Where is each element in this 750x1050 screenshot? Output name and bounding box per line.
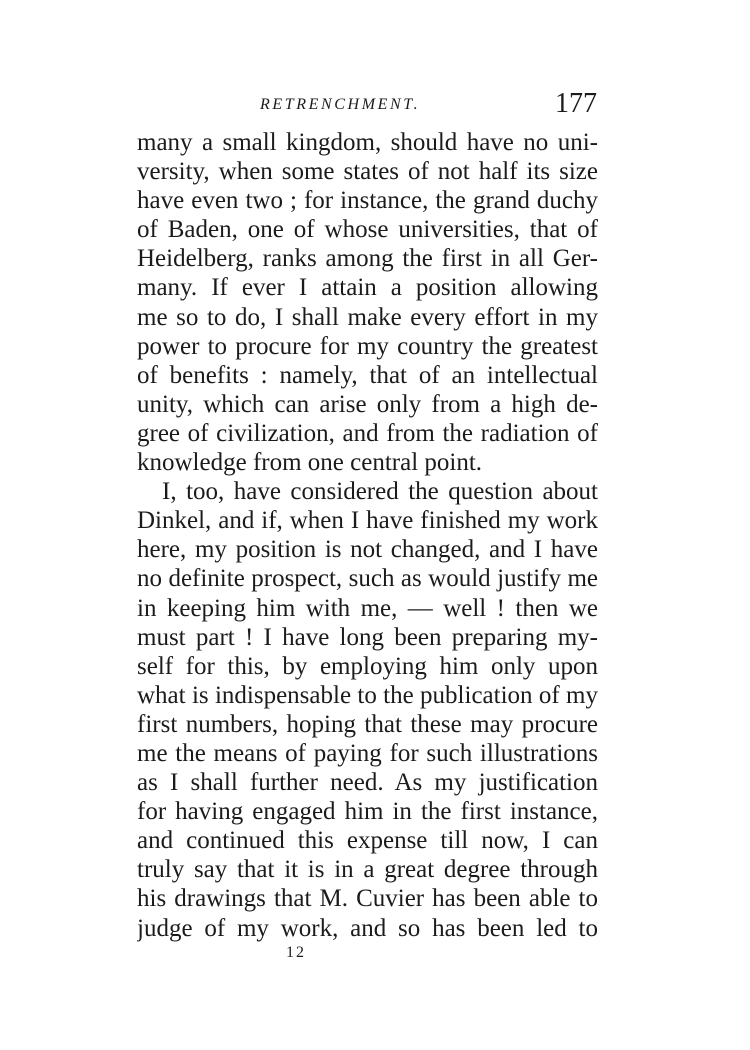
page-number: 177: [555, 88, 597, 119]
text-line: have even two ; for instance, the grand duchy: [137, 187, 598, 215]
text-line: his drawings that M. Cuvier has been able to: [137, 885, 598, 913]
signature-mark: 12: [286, 944, 306, 961]
text-line: first numbers, hoping that these may procure: [137, 710, 598, 738]
text-line: I, too, have considered the question about: [162, 478, 598, 506]
text-line: of benefits : namely, that of an intellectual: [137, 361, 598, 389]
text-line: self for this, by employing him only upon: [137, 652, 598, 680]
text-line: and continued this expense till now, I can: [137, 827, 598, 855]
text-line: gree of civilization, and from the radiation of: [137, 419, 598, 447]
text-line: as I shall further need. As my justification: [137, 769, 598, 797]
text-line: no definite prospect, such as would justify me: [137, 565, 598, 593]
text-line: many. If ever I attain a position allowing: [137, 274, 598, 302]
text-line: Dinkel, and if, when I have finished my work: [137, 507, 598, 535]
text-line: in keeping him with me, — well ! then we: [137, 594, 598, 622]
text-line: me the means of paying for such illustrations: [137, 739, 598, 767]
text-line: judge of my work, and so has been led to: [137, 914, 598, 942]
text-line: knowledge from one central point.: [137, 449, 483, 477]
text-line: me so to do, I shall make every effort in my: [137, 303, 598, 331]
text-line: power to procure for my country the greatest: [137, 332, 598, 360]
running-title: RETRENCHMENT.: [260, 96, 421, 113]
text-line: must part ! I have long been preparing my-: [137, 623, 598, 651]
text-line: of Baden, one of whose universities, that of: [137, 216, 598, 244]
text-line: versity, when some states of not half its size: [137, 158, 598, 186]
text-line: truly say that it is in a great degree through: [137, 856, 598, 884]
text-line: unity, which can arise only from a high de-: [137, 390, 598, 418]
text-line: what is indispensable to the publication of my: [137, 681, 598, 709]
text-line: many a small kingdom, should have no uni-: [137, 129, 598, 156]
text-line: here, my position is not changed, and I have: [137, 536, 598, 564]
text-line: Heidelberg, ranks among the first in all Ger-: [137, 245, 598, 273]
text-line: for having engaged him in the first instance,: [137, 798, 598, 826]
running-head: [137, 88, 597, 122]
body-text: [137, 128, 598, 943]
